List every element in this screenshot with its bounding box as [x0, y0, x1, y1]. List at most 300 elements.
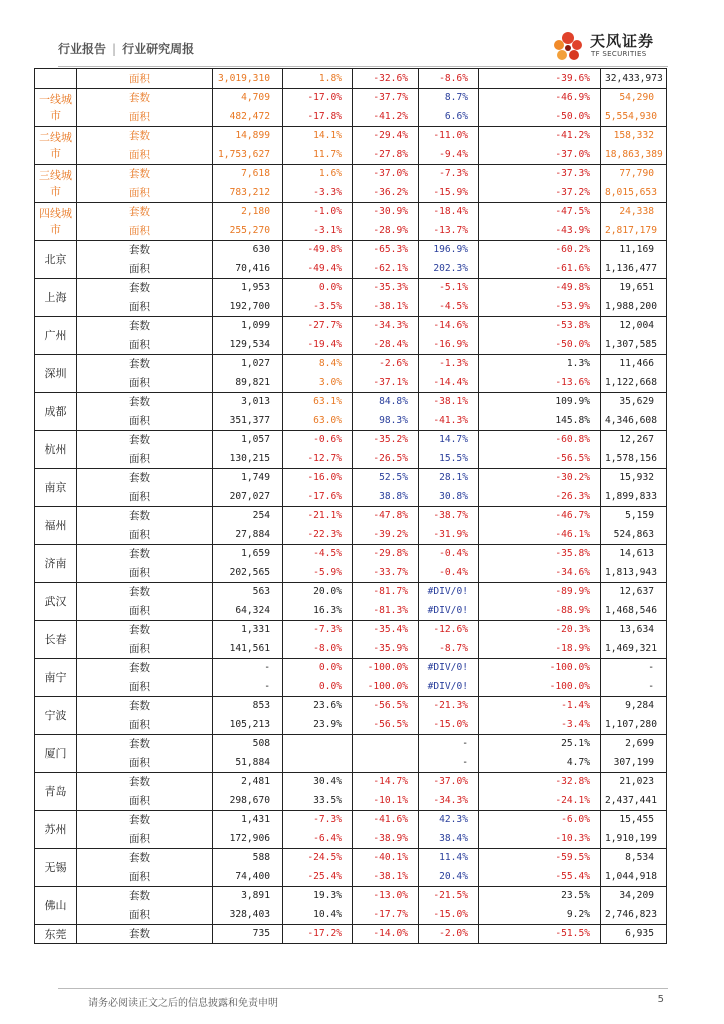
- metric-label-cell: 面积: [77, 107, 213, 126]
- value-cell: 1,044,918: [601, 867, 667, 886]
- value-cell: -17.7%: [353, 905, 419, 924]
- value-cell: -16.0%: [283, 468, 353, 487]
- value-cell: -1.3%: [419, 354, 479, 373]
- city-cell: 宁波: [35, 696, 77, 734]
- value-cell: -17.0%: [283, 88, 353, 107]
- value-cell: 51,884: [213, 753, 283, 772]
- value-cell: 52.5%: [353, 468, 419, 487]
- table-row: [35, 772, 667, 791]
- value-cell: 20.4%: [419, 867, 479, 886]
- value-cell: #DIV/0!: [419, 658, 479, 677]
- metric-label-cell: 套数: [77, 582, 213, 601]
- table-row: [35, 202, 667, 221]
- value-cell: 16.3%: [283, 601, 353, 620]
- value-cell: -10.1%: [353, 791, 419, 810]
- value-cell: -34.3%: [353, 316, 419, 335]
- value-cell: 38.8%: [353, 487, 419, 506]
- value-cell: -7.3%: [283, 810, 353, 829]
- value-cell: -38.7%: [419, 506, 479, 525]
- value-cell: 2,437,441: [601, 791, 667, 810]
- metric-label-cell: 面积: [77, 411, 213, 430]
- value-cell: 1,469,321: [601, 639, 667, 658]
- city-cell: 青岛: [35, 772, 77, 810]
- metric-label-cell: 面积: [77, 335, 213, 354]
- value-cell: -38.1%: [353, 297, 419, 316]
- table-row: [35, 183, 667, 202]
- table-row: [35, 677, 667, 696]
- value-cell: 30.8%: [419, 487, 479, 506]
- value-cell: 1,659: [213, 544, 283, 563]
- value-cell: -61.6%: [479, 259, 601, 278]
- value-cell: -38.1%: [353, 867, 419, 886]
- value-cell: -8.0%: [283, 639, 353, 658]
- value-cell: -100.0%: [479, 658, 601, 677]
- value-cell: 1,431: [213, 810, 283, 829]
- metric-label-cell: 套数: [77, 848, 213, 867]
- value-cell: -38.9%: [353, 829, 419, 848]
- value-cell: 54,290: [601, 88, 667, 107]
- value-cell: -62.1%: [353, 259, 419, 278]
- table-row: [35, 468, 667, 487]
- value-cell: -46.1%: [479, 525, 601, 544]
- value-cell: -1.4%: [479, 696, 601, 715]
- value-cell: -28.9%: [353, 221, 419, 240]
- metric-label-cell: 面积: [77, 715, 213, 734]
- value-cell: 307,199: [601, 753, 667, 772]
- value-cell: -12.7%: [283, 449, 353, 468]
- table-row: [35, 658, 667, 677]
- header-category: 行业报告: [58, 42, 107, 56]
- value-cell: -3.1%: [283, 221, 353, 240]
- value-cell: 25.1%: [479, 734, 601, 753]
- value-cell: 23.6%: [283, 696, 353, 715]
- city-cell: 福州: [35, 506, 77, 544]
- value-cell: -46.7%: [479, 506, 601, 525]
- table-row: [35, 639, 667, 658]
- value-cell: 3.0%: [283, 373, 353, 392]
- value-cell: -13.0%: [353, 886, 419, 905]
- metric-label-cell: 面积: [77, 487, 213, 506]
- value-cell: 64,324: [213, 601, 283, 620]
- value-cell: 1,136,477: [601, 259, 667, 278]
- city-cell: 上海: [35, 278, 77, 316]
- value-cell: 34,209: [601, 886, 667, 905]
- value-cell: -17.6%: [283, 487, 353, 506]
- value-cell: 8.7%: [419, 88, 479, 107]
- company-logo: [548, 26, 668, 66]
- table-row: [35, 924, 667, 944]
- value-cell: -29.8%: [353, 544, 419, 563]
- value-cell: -3.5%: [283, 297, 353, 316]
- metric-label-cell: 面积: [77, 449, 213, 468]
- value-cell: -47.5%: [479, 202, 601, 221]
- value-cell: -49.4%: [283, 259, 353, 278]
- value-cell: -17.2%: [283, 924, 353, 944]
- value-cell: -15.0%: [419, 715, 479, 734]
- value-cell: 1.3%: [479, 354, 601, 373]
- value-cell: 524,863: [601, 525, 667, 544]
- value-cell: -56.5%: [353, 715, 419, 734]
- metric-label-cell: 套数: [77, 924, 213, 944]
- metric-label-cell: 面积: [77, 145, 213, 164]
- metric-label-cell: 套数: [77, 88, 213, 107]
- table-row: [35, 316, 667, 335]
- metric-label-cell: 面积: [77, 867, 213, 886]
- value-cell: 0.0%: [283, 278, 353, 297]
- value-cell: 20.0%: [283, 582, 353, 601]
- table-row: [35, 582, 667, 601]
- value-cell: -30.2%: [479, 468, 601, 487]
- value-cell: -16.9%: [419, 335, 479, 354]
- value-cell: -12.6%: [419, 620, 479, 639]
- value-cell: -40.1%: [353, 848, 419, 867]
- value-cell: -37.0%: [479, 145, 601, 164]
- logo-en-text: TF SECURITIES: [591, 50, 647, 58]
- value-cell: -39.6%: [479, 69, 601, 89]
- value-cell: -81.3%: [353, 601, 419, 620]
- value-cell: -100.0%: [353, 658, 419, 677]
- value-cell: 35,629: [601, 392, 667, 411]
- metric-label-cell: 面积: [77, 905, 213, 924]
- value-cell: 98.3%: [353, 411, 419, 430]
- table-row: [35, 563, 667, 582]
- value-cell: -2.0%: [419, 924, 479, 944]
- value-cell: 12,637: [601, 582, 667, 601]
- value-cell: 1,753,627: [213, 145, 283, 164]
- value-cell: 1,578,156: [601, 449, 667, 468]
- value-cell: -: [601, 677, 667, 696]
- value-cell: 4.7%: [479, 753, 601, 772]
- value-cell: -28.4%: [353, 335, 419, 354]
- value-cell: 508: [213, 734, 283, 753]
- value-cell: 2,817,179: [601, 221, 667, 240]
- value-cell: -32.8%: [479, 772, 601, 791]
- value-cell: -17.8%: [283, 107, 353, 126]
- value-cell: #DIV/0!: [419, 601, 479, 620]
- value-cell: 328,403: [213, 905, 283, 924]
- value-cell: -: [213, 677, 283, 696]
- value-cell: -51.5%: [479, 924, 601, 944]
- metric-label-cell: 面积: [77, 297, 213, 316]
- metric-label-cell: 套数: [77, 430, 213, 449]
- value-cell: -35.9%: [353, 639, 419, 658]
- table-row: [35, 69, 667, 89]
- value-cell: 70,416: [213, 259, 283, 278]
- table-row: [35, 905, 667, 924]
- value-cell: -55.4%: [479, 867, 601, 886]
- value-cell: -14.0%: [353, 924, 419, 944]
- value-cell: 8,534: [601, 848, 667, 867]
- table-row: [35, 107, 667, 126]
- value-cell: 158,332: [601, 126, 667, 145]
- value-cell: -59.5%: [479, 848, 601, 867]
- value-cell: 4,709: [213, 88, 283, 107]
- value-cell: 28.1%: [419, 468, 479, 487]
- value-cell: -4.5%: [283, 544, 353, 563]
- value-cell: 19,651: [601, 278, 667, 297]
- value-cell: -41.2%: [479, 126, 601, 145]
- value-cell: -26.5%: [353, 449, 419, 468]
- city-cell: 南宁: [35, 658, 77, 696]
- metric-label-cell: 套数: [77, 658, 213, 677]
- value-cell: 1,910,199: [601, 829, 667, 848]
- value-cell: -49.8%: [479, 278, 601, 297]
- value-cell: 1,057: [213, 430, 283, 449]
- value-cell: -21.1%: [283, 506, 353, 525]
- table-row: [35, 278, 667, 297]
- value-cell: -15.9%: [419, 183, 479, 202]
- value-cell: 351,377: [213, 411, 283, 430]
- city-cell: 北京: [35, 240, 77, 278]
- table-row: [35, 221, 667, 240]
- value-cell: 6,935: [601, 924, 667, 944]
- value-cell: -38.1%: [419, 392, 479, 411]
- metric-label-cell: 面积: [77, 753, 213, 772]
- value-cell: 1,899,833: [601, 487, 667, 506]
- value-cell: -35.8%: [479, 544, 601, 563]
- value-cell: 196.9%: [419, 240, 479, 259]
- value-cell: 11,466: [601, 354, 667, 373]
- value-cell: 38.4%: [419, 829, 479, 848]
- metric-label-cell: 套数: [77, 354, 213, 373]
- value-cell: 1,331: [213, 620, 283, 639]
- value-cell: 3,013: [213, 392, 283, 411]
- value-cell: 630: [213, 240, 283, 259]
- value-cell: -11.0%: [419, 126, 479, 145]
- value-cell: -13.6%: [479, 373, 601, 392]
- metric-label-cell: 套数: [77, 278, 213, 297]
- city-cell: 深圳: [35, 354, 77, 392]
- value-cell: 735: [213, 924, 283, 944]
- value-cell: [283, 734, 353, 753]
- value-cell: 2,180: [213, 202, 283, 221]
- value-cell: 77,790: [601, 164, 667, 183]
- value-cell: -1.0%: [283, 202, 353, 221]
- value-cell: 2,746,823: [601, 905, 667, 924]
- value-cell: 1,122,668: [601, 373, 667, 392]
- metric-label-cell: 套数: [77, 468, 213, 487]
- value-cell: -26.3%: [479, 487, 601, 506]
- value-cell: 11.4%: [419, 848, 479, 867]
- value-cell: -3.4%: [479, 715, 601, 734]
- value-cell: -9.4%: [419, 145, 479, 164]
- value-cell: -: [419, 753, 479, 772]
- value-cell: 18,863,389: [601, 145, 667, 164]
- value-cell: -41.6%: [353, 810, 419, 829]
- value-cell: -56.5%: [479, 449, 601, 468]
- value-cell: -88.9%: [479, 601, 601, 620]
- metric-label-cell: 套数: [77, 506, 213, 525]
- value-cell: 11,169: [601, 240, 667, 259]
- metric-label-cell: 面积: [77, 829, 213, 848]
- value-cell: -37.3%: [479, 164, 601, 183]
- table-row: [35, 487, 667, 506]
- city-cell: 一线城市: [35, 88, 77, 126]
- value-cell: 1,749: [213, 468, 283, 487]
- metric-label-cell: 套数: [77, 696, 213, 715]
- value-cell: 172,906: [213, 829, 283, 848]
- value-cell: 13,634: [601, 620, 667, 639]
- value-cell: -0.4%: [419, 544, 479, 563]
- value-cell: -6.0%: [479, 810, 601, 829]
- header-section: 行业研究周报: [122, 42, 195, 56]
- footer-divider: [58, 988, 668, 989]
- page-header: [58, 26, 668, 66]
- table-row: [35, 297, 667, 316]
- value-cell: 1.6%: [283, 164, 353, 183]
- value-cell: 1,813,943: [601, 563, 667, 582]
- metric-label-cell: 套数: [77, 734, 213, 753]
- value-cell: -37.0%: [419, 772, 479, 791]
- metric-label-cell: 面积: [77, 373, 213, 392]
- value-cell: -3.3%: [283, 183, 353, 202]
- value-cell: 7,618: [213, 164, 283, 183]
- value-cell: -18.9%: [479, 639, 601, 658]
- metric-label-cell: 面积: [77, 601, 213, 620]
- value-cell: -37.1%: [353, 373, 419, 392]
- value-cell: 1,027: [213, 354, 283, 373]
- value-cell: -21.5%: [419, 886, 479, 905]
- value-cell: -43.9%: [479, 221, 601, 240]
- value-cell: 298,670: [213, 791, 283, 810]
- value-cell: -0.6%: [283, 430, 353, 449]
- value-cell: -33.7%: [353, 563, 419, 582]
- metric-label-cell: 套数: [77, 544, 213, 563]
- value-cell: 105,213: [213, 715, 283, 734]
- value-cell: -0.4%: [419, 563, 479, 582]
- metric-label-cell: 面积: [77, 69, 213, 89]
- value-cell: -49.8%: [283, 240, 353, 259]
- value-cell: 5,554,930: [601, 107, 667, 126]
- value-cell: 9,284: [601, 696, 667, 715]
- value-cell: -15.0%: [419, 905, 479, 924]
- table-row: [35, 601, 667, 620]
- value-cell: 27,884: [213, 525, 283, 544]
- value-cell: 24,338: [601, 202, 667, 221]
- metric-label-cell: 面积: [77, 259, 213, 278]
- table-row: [35, 164, 667, 183]
- city-cell: 四线城市: [35, 202, 77, 240]
- value-cell: -19.4%: [283, 335, 353, 354]
- metric-label-cell: 面积: [77, 221, 213, 240]
- metric-label-cell: 套数: [77, 164, 213, 183]
- value-cell: -89.9%: [479, 582, 601, 601]
- value-cell: 1,307,585: [601, 335, 667, 354]
- value-cell: -65.3%: [353, 240, 419, 259]
- value-cell: 4,346,608: [601, 411, 667, 430]
- metric-label-cell: 套数: [77, 202, 213, 221]
- value-cell: 89,821: [213, 373, 283, 392]
- value-cell: 3,019,310: [213, 69, 283, 89]
- city-cell: 广州: [35, 316, 77, 354]
- value-cell: -14.6%: [419, 316, 479, 335]
- value-cell: 8.4%: [283, 354, 353, 373]
- metric-label-cell: 面积: [77, 525, 213, 544]
- table-row: [35, 734, 667, 753]
- value-cell: 14,613: [601, 544, 667, 563]
- city-cell: 三线城市: [35, 164, 77, 202]
- value-cell: -6.4%: [283, 829, 353, 848]
- value-cell: -37.2%: [479, 183, 601, 202]
- value-cell: -56.5%: [353, 696, 419, 715]
- value-cell: -7.3%: [419, 164, 479, 183]
- value-cell: -2.6%: [353, 354, 419, 373]
- value-cell: 192,700: [213, 297, 283, 316]
- value-cell: 84.8%: [353, 392, 419, 411]
- value-cell: 19.3%: [283, 886, 353, 905]
- value-cell: 8,015,653: [601, 183, 667, 202]
- value-cell: -100.0%: [353, 677, 419, 696]
- value-cell: 5,159: [601, 506, 667, 525]
- value-cell: 109.9%: [479, 392, 601, 411]
- value-cell: 15,932: [601, 468, 667, 487]
- city-cell: 成都: [35, 392, 77, 430]
- value-cell: 3,891: [213, 886, 283, 905]
- metric-label-cell: 面积: [77, 639, 213, 658]
- value-cell: 15,455: [601, 810, 667, 829]
- value-cell: -35.3%: [353, 278, 419, 297]
- table-row: [35, 354, 667, 373]
- value-cell: #DIV/0!: [419, 677, 479, 696]
- value-cell: -30.9%: [353, 202, 419, 221]
- value-cell: 202.3%: [419, 259, 479, 278]
- table-row: [35, 791, 667, 810]
- logo-cn-text: 天风证券: [590, 32, 655, 50]
- value-cell: -13.7%: [419, 221, 479, 240]
- city-cell: 二线城市: [35, 126, 77, 164]
- value-cell: -35.4%: [353, 620, 419, 639]
- value-cell: 12,267: [601, 430, 667, 449]
- table-row: [35, 411, 667, 430]
- table-row: [35, 810, 667, 829]
- city-cell: 厦门: [35, 734, 77, 772]
- footer-disclaimer: 请务必阅读正文之后的信息披露和免责申明: [88, 998, 278, 1009]
- city-cell: 南京: [35, 468, 77, 506]
- value-cell: 1.8%: [283, 69, 353, 89]
- metric-label-cell: 套数: [77, 620, 213, 639]
- value-cell: -60.2%: [479, 240, 601, 259]
- sales-data-table: [34, 68, 667, 944]
- value-cell: -37.0%: [353, 164, 419, 183]
- value-cell: -22.3%: [283, 525, 353, 544]
- table-row: [35, 829, 667, 848]
- value-cell: -: [419, 734, 479, 753]
- city-cell: 济南: [35, 544, 77, 582]
- metric-label-cell: 套数: [77, 240, 213, 259]
- value-cell: -41.2%: [353, 107, 419, 126]
- value-cell: 32,433,973: [601, 69, 667, 89]
- value-cell: 783,212: [213, 183, 283, 202]
- value-cell: -32.6%: [353, 69, 419, 89]
- value-cell: 255,270: [213, 221, 283, 240]
- value-cell: 10.4%: [283, 905, 353, 924]
- metric-label-cell: 套数: [77, 392, 213, 411]
- value-cell: [283, 753, 353, 772]
- value-cell: -31.9%: [419, 525, 479, 544]
- value-cell: -18.4%: [419, 202, 479, 221]
- value-cell: 42.3%: [419, 810, 479, 829]
- value-cell: 254: [213, 506, 283, 525]
- table-row: [35, 867, 667, 886]
- value-cell: -24.5%: [283, 848, 353, 867]
- table-row: [35, 525, 667, 544]
- city-cell: 长春: [35, 620, 77, 658]
- city-cell: 武汉: [35, 582, 77, 620]
- value-cell: -100.0%: [479, 677, 601, 696]
- value-cell: 6.6%: [419, 107, 479, 126]
- value-cell: [353, 753, 419, 772]
- metric-label-cell: 面积: [77, 791, 213, 810]
